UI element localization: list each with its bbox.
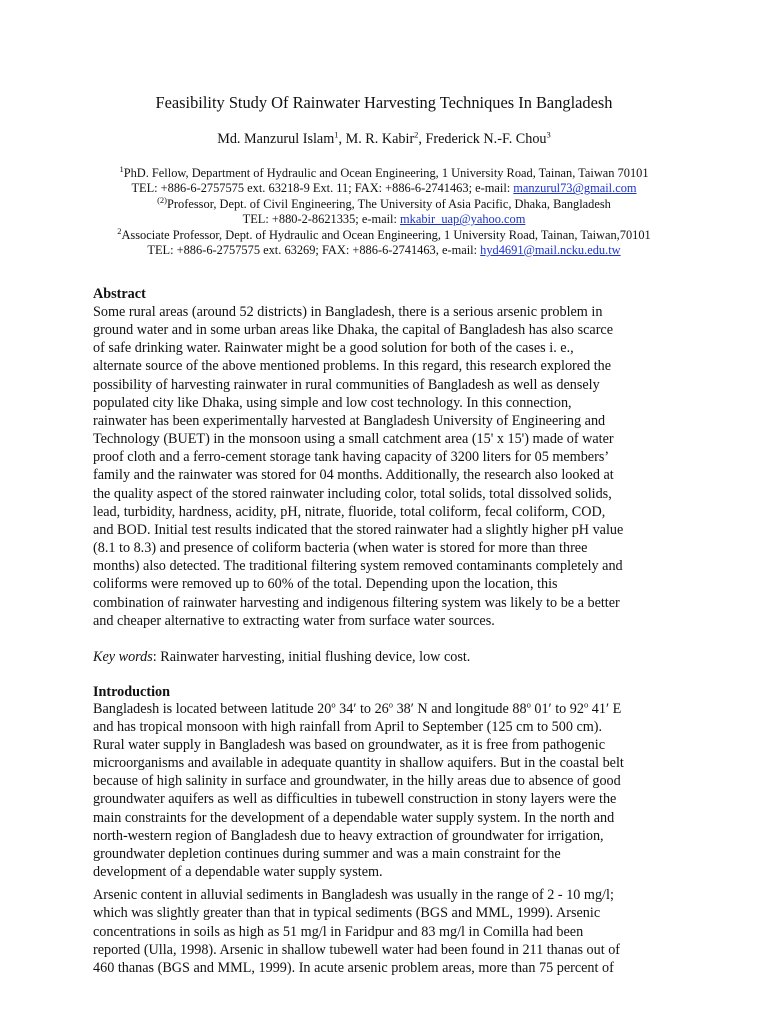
abstract-line: and BOD. Initial test results indicated that the stored rainwater had a slightly higher pH value — [93, 521, 624, 538]
affiliation-text: TEL: +880-2-8621335; e-mail: — [242, 212, 401, 227]
affiliation-mark: 2 — [117, 225, 122, 236]
arsenic-line: which was slightly greater than that in typical sediments (BGS and MML, 1999). Arsenic — [93, 905, 601, 922]
abstract-text — [93, 303, 683, 630]
affiliation-text: Associate Professor, Dept. of Hydraulic and Ocean Engineering, 1 University Road, Tainan, Taiwan,70101 — [121, 227, 651, 242]
affiliation-mark: (2) — [157, 194, 168, 205]
abstract-line: months) also detected. The traditional filtering system removed contaminants completely and — [93, 558, 623, 575]
keywords-label: Key words — [93, 649, 153, 665]
keywords-text: : Rainwater harvesting, initial flushing device, low cost. — [152, 649, 471, 665]
introduction-text — [93, 700, 683, 881]
abstract-line: Technology (BUET) in the monsoon using a small catchment area (15' x 15') made of water — [93, 431, 614, 448]
intro-line: main constraints for the development of a dependable water supply system. In the north and — [93, 809, 615, 826]
affiliation-text: PhD. Fellow, Department of Hydraulic and Ocean Engineering, 1 University Road, Tainan, Taiwan 70101 — [123, 166, 649, 180]
affiliation-text: TEL: +886-6-2757575 ext. 63218-9 Ext. 11; FAX: +886-6-2741463; e-mail: — [131, 181, 514, 196]
intro-text-run: 41′ E — [588, 701, 622, 717]
degree-mark: o — [388, 699, 394, 710]
email-link[interactable]: manzurul73@gmail.com — [513, 181, 637, 196]
author-name: M. R. Kabir — [345, 131, 415, 147]
affiliation-line — [0, 181, 768, 196]
abstract-line: family and the rainwater was stored for 04 months. Additionally, the research also looked at — [93, 467, 614, 484]
affiliation-line — [0, 225, 768, 243]
paper-title: Feasibility Study Of Rainwater Harvesting Techniques In Bangladesh — [155, 93, 613, 112]
affiliation-text: TEL: +886-6-2757575 ext. 63269; FAX: +886-6-2741463, e-mail: — [147, 243, 481, 258]
intro-line: north-western region of Bangladesh due to heavy extraction of groundwater for irrigation, — [93, 827, 604, 844]
abstract-line: Some rural areas (around 52 districts) in Bangladesh, there is a serious arsenic problem in — [93, 304, 603, 320]
abstract-line: coliforms were removed up to 60% of the total. Depending upon the location, this — [93, 576, 558, 593]
affiliations — [0, 163, 768, 258]
arsenic-line: concentrations in soils as high as 51 mg/l in Faridpur and 83 mg/l in Comilla had been — [93, 923, 584, 940]
arsenic-line: reported (Ulla, 1998). Arsenic in shallow tubewell water had been found in 211 thanas out of — [93, 941, 621, 958]
arsenic-line: 460 thanas (BGS and MML, 1999). In acute arsenic problem areas, more than 75 percent of — [93, 960, 614, 977]
abstract-line: possibility of harvesting rainwater in rural communities of Bangladesh as well as densely — [93, 376, 600, 393]
degree-mark: o — [331, 699, 336, 710]
intro-line: groundwater depletion continues during summer and was a main constraint for the — [93, 845, 561, 862]
intro-text-run: 01′ to 92 — [530, 701, 584, 717]
intro-line: groundwater aquifers as well as difficulties in tubewell construction in stony layers were the — [93, 791, 617, 808]
intro-line: development of a dependable water supply system. — [93, 863, 383, 880]
abstract-line: combination of rainwater harvesting and indigenous filtering system was likely to be a better — [93, 594, 620, 611]
author-affiliation-mark: 1 — [334, 129, 339, 140]
affiliation-mark: 1 — [119, 163, 124, 174]
introduction-heading: Introduction — [93, 684, 170, 700]
intro-text-run: 34′ to 26 — [335, 701, 389, 717]
abstract-line: proof cloth and a ferro-cement storage tank having capacity of 3200 liters for 05 members’ — [93, 449, 610, 466]
author-affiliation-mark: 2 — [414, 129, 419, 140]
affiliation-line — [0, 243, 768, 258]
author-list: Md. Manzurul Islam$^1$, M. R. Kabir$^2$, Frederick N.-F. Chou$^3$ — [217, 129, 551, 147]
abstract-line: populated city like Dhaka, using simple and low cost technology. In this connection, — [93, 394, 572, 411]
abstract-line: lead, turbidity, hardness, acidity, pH, nitrate, fluoride, total coliform, fecal coliform, COD, — [93, 503, 606, 520]
intro-line — [93, 700, 683, 718]
intro-line: and has tropical monsoon with high rainfall from April to September (125 cm to 500 cm). — [93, 719, 603, 736]
abstract-line: ground water and in some urban areas like Dhaka, the capital of Bangladesh has also scarce — [93, 322, 614, 339]
abstract-line: (8.1 to 8.3) and presence of coliform bacteria (when water is stored for more than three — [93, 540, 588, 557]
intro-line: because of high salinity in surface and groundwater, in the hilly areas due to absence of good — [93, 773, 621, 790]
abstract-line: of safe drinking water. Rainwater might be a good solution for both of the cases i. e., — [93, 340, 574, 357]
abstract-line: alternate source of the above mentioned problems. In this regard, this research explored the — [93, 358, 612, 375]
degree-mark: o — [583, 699, 589, 710]
affiliation-line — [0, 212, 768, 227]
abstract-line: and cheaper alternative to extracting water from surface water sources. — [93, 612, 495, 629]
arsenic-paragraph — [93, 886, 683, 977]
affiliation-line — [0, 194, 768, 212]
arsenic-line: Arsenic content in alluvial sediments in Bangladesh was usually in the range of 2 - 10 mg/l; — [93, 887, 614, 903]
intro-text-run: Bangladesh is located between latitude 20 — [93, 701, 332, 717]
degree-mark: o — [526, 699, 531, 710]
affiliation-text: Professor, Dept. of Civil Engineering, The University of Asia Pacific, Dhaka, Bangladesh — [167, 196, 611, 211]
abstract-line: the quality aspect of the stored rainwater including color, total solids, total dissolved solids, — [93, 485, 612, 502]
abstract-line: rainwater has been experimentally harvested at Bangladesh University of Engineering and — [93, 412, 606, 429]
keywords-line — [93, 648, 470, 666]
author-name: Md. Manzurul Islam — [217, 131, 335, 147]
affiliation-line — [0, 163, 768, 181]
email-link[interactable]: mkabir_uap@yahoo.com — [400, 212, 526, 227]
intro-line: Rural water supply in Bangladesh was based on groundwater, as it is free from pathogenic — [93, 737, 606, 754]
email-link[interactable]: hyd4691@mail.ncku.edu.tw — [480, 243, 621, 258]
author-name: Frederick N.-F. Chou — [425, 131, 547, 147]
intro-text-run: 38′ N and longitude 88 — [393, 701, 527, 717]
author-affiliation-mark: 3 — [546, 129, 551, 140]
intro-line: microorganisms and available in adequate quantity in shallow aquifers. But in the coastal belt — [93, 755, 624, 772]
abstract-heading: Abstract — [93, 286, 146, 302]
